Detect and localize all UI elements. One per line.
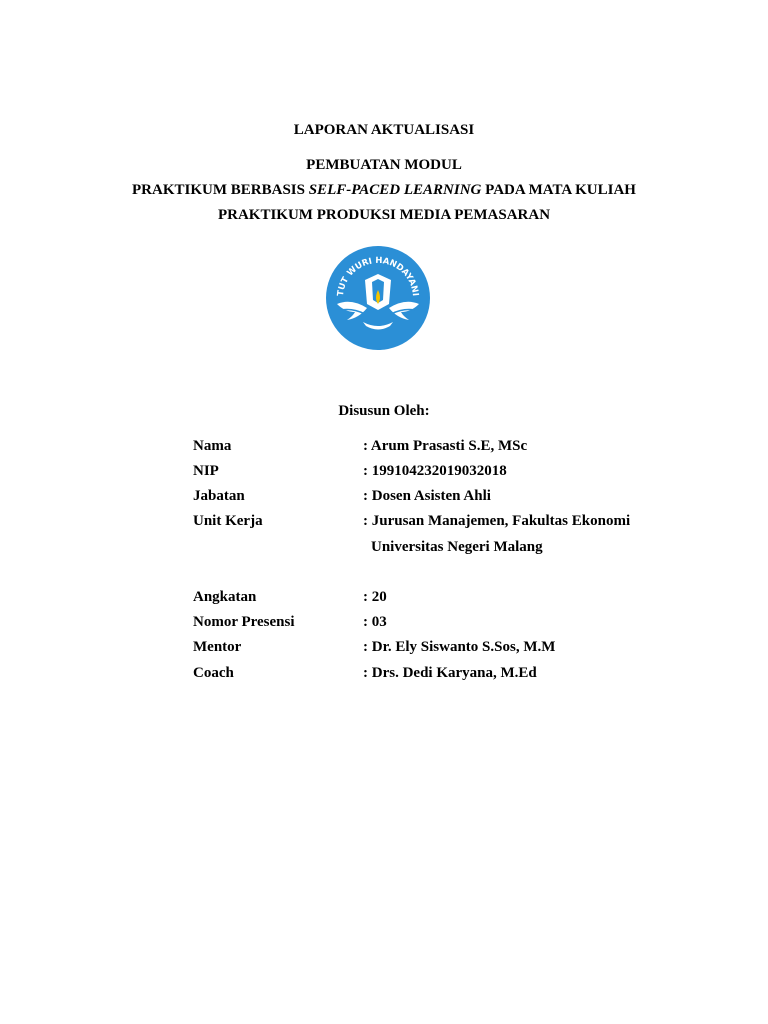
training-label: Nomor Presensi <box>193 614 295 630</box>
identity-value: : Jurusan Manajemen, Fakultas Ekonomi <box>363 513 631 529</box>
identity-label: Nama <box>193 438 232 454</box>
tut-wuri-handayani-logo <box>323 246 433 350</box>
identity-row-jabatan <box>193 488 713 510</box>
module-subtitle-part-2: PADA MATA KULIAH <box>481 182 636 198</box>
identity-row-nip <box>193 463 713 485</box>
course-title: PRAKTIKUM PRODUKSI MEDIA PEMASARAN <box>217 207 551 223</box>
identity-value: : Dosen Asisten Ahli <box>363 488 491 504</box>
training-value: : 03 <box>363 614 387 630</box>
identity-label: NIP <box>193 463 219 479</box>
identity-label: Jabatan <box>193 488 245 504</box>
training-value: : 20 <box>363 589 387 605</box>
identity-value: : Arum Prasasti S.E, MSc <box>363 438 528 454</box>
identity-row-unit-kerja-continued <box>193 539 713 561</box>
training-row-coach <box>193 665 713 687</box>
report-title: LAPORAN AKTUALISASI <box>293 122 475 138</box>
identity-row-nama <box>193 438 713 460</box>
identity-row-unit-kerja <box>193 513 713 535</box>
identity-value: : 199104232019032018 <box>363 463 507 479</box>
module-title: PEMBUATAN MODUL <box>306 157 462 173</box>
training-row-angkatan <box>193 589 713 611</box>
training-value: : Dr. Ely Siswanto S.Sos, M.M <box>363 639 556 655</box>
training-label: Mentor <box>193 639 242 655</box>
training-row-nomor-presensi <box>193 614 713 636</box>
module-subtitle <box>0 182 768 199</box>
identity-value-continued: Universitas Negeri Malang <box>371 539 543 555</box>
module-subtitle-part-1: PRAKTIKUM BERBASIS <box>132 182 309 198</box>
module-subtitle-italic: SELF-PACED LEARNING <box>308 182 482 198</box>
training-label: Coach <box>193 665 234 681</box>
training-row-mentor <box>193 639 713 661</box>
logo-motto-text: TUT WURI HANDAYANI <box>335 255 420 297</box>
prepared-by-heading: Disusun Oleh: <box>338 403 430 419</box>
training-label: Angkatan <box>193 589 257 605</box>
identity-label: Unit Kerja <box>193 513 263 529</box>
training-value: : Drs. Dedi Karyana, M.Ed <box>363 665 537 681</box>
